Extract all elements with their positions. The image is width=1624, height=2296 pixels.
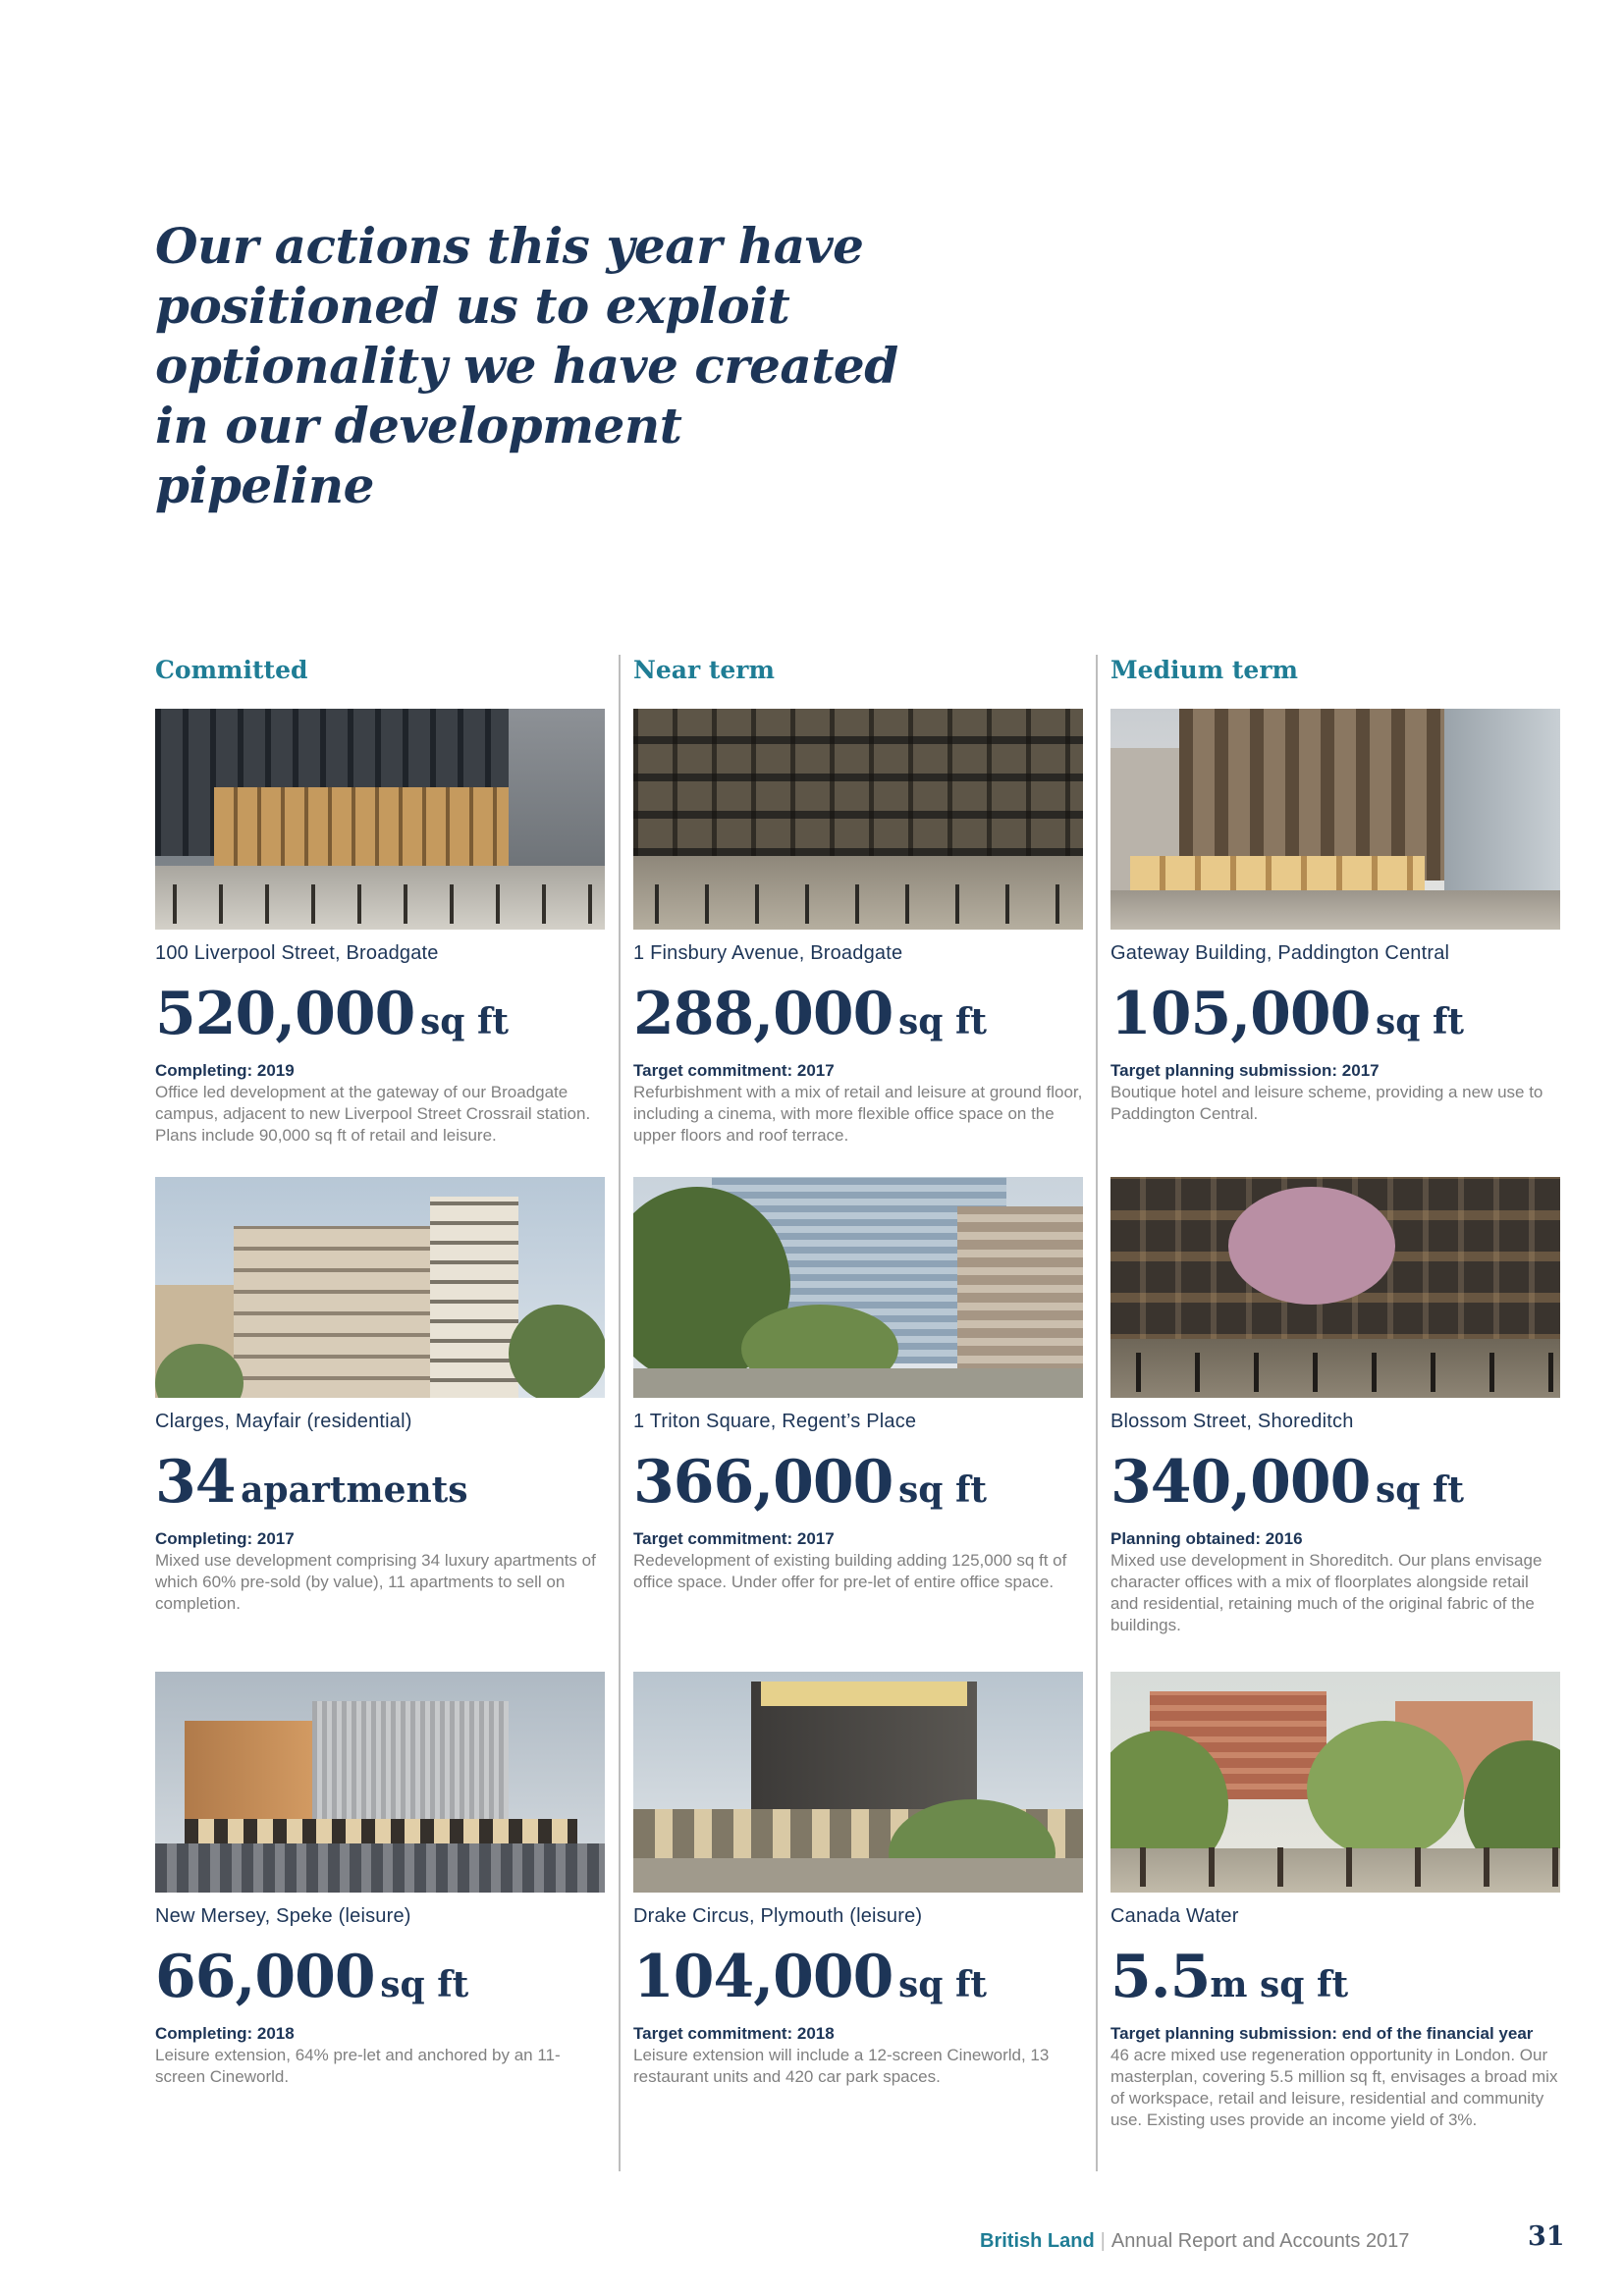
project-location: Clarges, Mayfair (residential) — [155, 1411, 412, 1432]
project-card-clarges-mayfair — [155, 1177, 605, 1615]
project-description: 46 acre mixed use regeneration opportunity in London. Our masterplan, covering 5.5 million sq ft, envisages a broad mix of workspace, retail and leisure, residential and community use. Existing uses provide an income yield of 3%. — [1110, 2046, 1558, 2129]
project-location: Drake Circus, Plymouth (leisure) — [633, 1905, 923, 1927]
project-status: Target commitment: 2018 — [633, 2024, 835, 2043]
project-card-1-triton-square — [633, 1177, 1083, 1593]
project-figure: 288,000 sq ft — [633, 980, 988, 1048]
project-location: Blossom Street, Shoreditch — [1110, 1411, 1354, 1432]
project-photo — [155, 709, 605, 930]
project-status: Completing: 2018 — [155, 2024, 295, 2043]
project-location: 100 Liverpool Street, Broadgate — [155, 942, 439, 964]
project-card-100-liverpool-street — [155, 709, 605, 1147]
project-photo — [633, 709, 1083, 930]
project-photo — [155, 1672, 605, 1893]
project-photo — [1110, 709, 1560, 930]
page-headline: Our actions this year have positioned us to exploit optionality we have created in our development pipeline — [155, 217, 898, 514]
project-figure: 5.5m sq ft — [1110, 1943, 1349, 2011]
project-card-new-mersey — [155, 1672, 605, 2088]
footer-separator: | — [1100, 2230, 1106, 2252]
page-footer — [980, 2221, 1569, 2254]
project-photo — [155, 1177, 605, 1398]
project-location: Gateway Building, Paddington Central — [1110, 942, 1450, 964]
page-number: 31 — [1528, 2221, 1565, 2252]
project-photo — [1110, 1177, 1560, 1398]
project-description: Office led development at the gateway of our Broadgate campus, adjacent to new Liverpool Street Crossrail station. Plans include 90,000 sq ft of retail and leisure. — [155, 1083, 591, 1145]
project-status: Target planning submission: end of the financial year — [1110, 2024, 1534, 2043]
project-status: Planning obtained: 2016 — [1110, 1529, 1303, 1548]
column-divider — [1096, 655, 1098, 2171]
column-heading-medium-term: Medium term — [1110, 656, 1298, 684]
project-location: New Mersey, Speke (leisure) — [155, 1905, 411, 1927]
project-photo — [633, 1177, 1083, 1398]
project-description: Refurbishment with a mix of retail and leisure at ground floor, including a cinema, with more flexible office space on the upper floors and roof terrace. — [633, 1083, 1083, 1145]
project-figure: 66,000 sq ft — [155, 1943, 469, 2011]
project-photo — [633, 1672, 1083, 1893]
column-divider — [619, 655, 621, 2171]
column-heading-committed: Committed — [155, 656, 308, 684]
project-figure: 520,000 sq ft — [155, 980, 510, 1048]
project-description: Leisure extension, 64% pre-let and anchored by an 11-screen Cineworld. — [155, 2046, 561, 2086]
project-description: Mixed use development in Shoreditch. Our plans envisage character offices with a mix of floorplates alongside retail and residential, retaining much of the original fabric of the buildings. — [1110, 1551, 1543, 1634]
footer-report-title: Annual Report and Accounts 2017 — [1110, 2230, 1410, 2252]
project-figure: 105,000 sq ft — [1110, 980, 1465, 1048]
project-status: Completing: 2019 — [155, 1061, 295, 1080]
project-card-canada-water — [1110, 1672, 1560, 2131]
project-location: 1 Finsbury Avenue, Broadgate — [633, 942, 903, 964]
project-card-1-finsbury-avenue — [633, 709, 1083, 1147]
project-figure: 366,000 sq ft — [633, 1448, 988, 1517]
project-figure: 340,000 sq ft — [1110, 1448, 1465, 1517]
project-location: Canada Water — [1110, 1905, 1239, 1927]
project-photo — [1110, 1672, 1560, 1893]
project-description: Redevelopment of existing building adding 125,000 sq ft of office space. Under offer for pre-let of entire office space. — [633, 1551, 1067, 1591]
project-description: Mixed use development comprising 34 luxury apartments of which 60% pre-sold (by value), 11 apartments to sell on completion. — [155, 1551, 596, 1613]
project-figure: 104,000 sq ft — [633, 1943, 988, 2011]
project-status: Target commitment: 2017 — [633, 1061, 835, 1080]
project-status: Target commitment: 2017 — [633, 1529, 835, 1548]
project-status: Target planning submission: 2017 — [1110, 1061, 1380, 1080]
project-description: Leisure extension will include a 12-screen Cineworld, 13 restaurant units and 420 car park spaces. — [633, 2046, 1050, 2086]
footer-brand: British Land — [980, 2230, 1095, 2252]
project-status: Completing: 2017 — [155, 1529, 295, 1548]
column-heading-near-term: Near term — [633, 656, 775, 684]
project-card-drake-circus — [633, 1672, 1083, 2088]
project-card-gateway-building — [1110, 709, 1560, 1125]
project-figure: 34 apartments — [155, 1448, 468, 1517]
project-card-blossom-street — [1110, 1177, 1560, 1636]
project-location: 1 Triton Square, Regent’s Place — [633, 1411, 917, 1432]
project-description: Boutique hotel and leisure scheme, providing a new use to Paddington Central. — [1110, 1083, 1543, 1123]
